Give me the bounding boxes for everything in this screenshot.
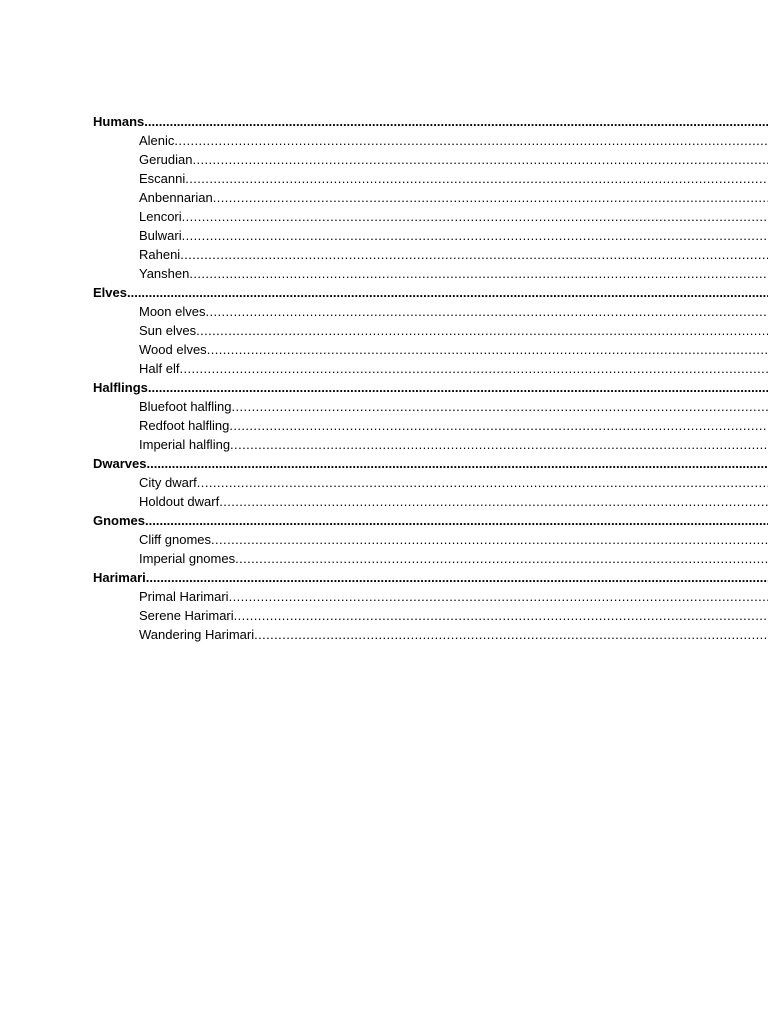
toc-entry-label: Lencori ..... [139,209,768,224]
toc-entry-label: City dwarf ..... [139,475,768,490]
toc-entry-anbennarian[interactable] [93,188,768,207]
toc-entry-dwarves[interactable] [93,454,768,473]
toc-entry-label: Sun elves ..... [139,323,768,338]
toc-entry-label: Elves ..... [93,285,768,300]
toc-entry-imperial-halfling[interactable] [93,435,768,454]
toc-entry-halflings[interactable] [93,378,768,397]
toc-entry-label: Serene Harimari ..... [139,608,768,623]
toc-entry-city-dwarf[interactable] [93,473,768,492]
toc-entry-sun-elves[interactable] [93,321,768,340]
table-of-contents [93,112,768,644]
toc-entry-label: Harimari ..... [93,570,768,585]
toc-entry-label: Escanni ..... [139,171,768,186]
toc-entry-label: Humans ..... [93,114,768,129]
toc-entry-holdout-dwarf[interactable] [93,492,768,511]
toc-entry-label: Wandering Harimari ..... [139,627,768,642]
toc-entry-label: Primal Harimari ..... [139,589,768,604]
toc-entry-raheni[interactable] [93,245,768,264]
toc-entry-label: Alenic ..... [139,133,768,148]
toc-entry-label: Cliff gnomes ..... [139,532,768,547]
toc-entry-serene-harimari[interactable] [93,606,768,625]
toc-entry-label: Imperial halfling ..... [139,437,768,452]
toc-entry-label: Bluefoot halfling ..... [139,399,768,414]
toc-entry-alenic[interactable] [93,131,768,150]
toc-entry-label: Holdout dwarf ..... [139,494,768,509]
toc-entry-label: Gnomes ..... [93,513,768,528]
toc-entry-label: Wood elves ..... [139,342,768,357]
toc-entry-label: Redfoot halfling ..... [139,418,768,433]
toc-entry-gnomes[interactable] [93,511,768,530]
toc-entry-half-elf[interactable] [93,359,768,378]
toc-entry-label: Yanshen ..... [139,266,768,281]
toc-entry-redfoot-halfling[interactable] [93,416,768,435]
toc-entry-lencori[interactable] [93,207,768,226]
toc-entry-bluefoot-halfling[interactable] [93,397,768,416]
toc-entry-elves[interactable] [93,283,768,302]
toc-entry-label: Dwarves ..... [93,456,768,471]
toc-entry-gerudian[interactable] [93,150,768,169]
toc-entry-moon-elves[interactable] [93,302,768,321]
toc-entry-label: Moon elves ..... [139,304,768,319]
toc-entry-imperial-gnomes[interactable] [93,549,768,568]
toc-entry-label: Anbennarian ..... [139,190,768,205]
toc-entry-label: Half elf ..... [139,361,768,376]
toc-entry-primal-harimari[interactable] [93,587,768,606]
toc-entry-wandering-harimari[interactable] [93,625,768,644]
toc-entry-label: Halflings ..... [93,380,768,395]
toc-entry-label: Gerudian ..... [139,152,768,167]
toc-entry-label: Imperial gnomes ..... [139,551,768,566]
toc-entry-bulwari[interactable] [93,226,768,245]
toc-entry-wood-elves[interactable] [93,340,768,359]
toc-entry-label: Bulwari ..... [139,228,768,243]
toc-entry-escanni[interactable] [93,169,768,188]
toc-entry-harimari[interactable] [93,568,768,587]
toc-entry-humans[interactable] [93,112,768,131]
toc-entry-cliff-gnomes[interactable] [93,530,768,549]
toc-entry-yanshen[interactable] [93,264,768,283]
toc-entry-label: Raheni ..... [139,247,768,262]
